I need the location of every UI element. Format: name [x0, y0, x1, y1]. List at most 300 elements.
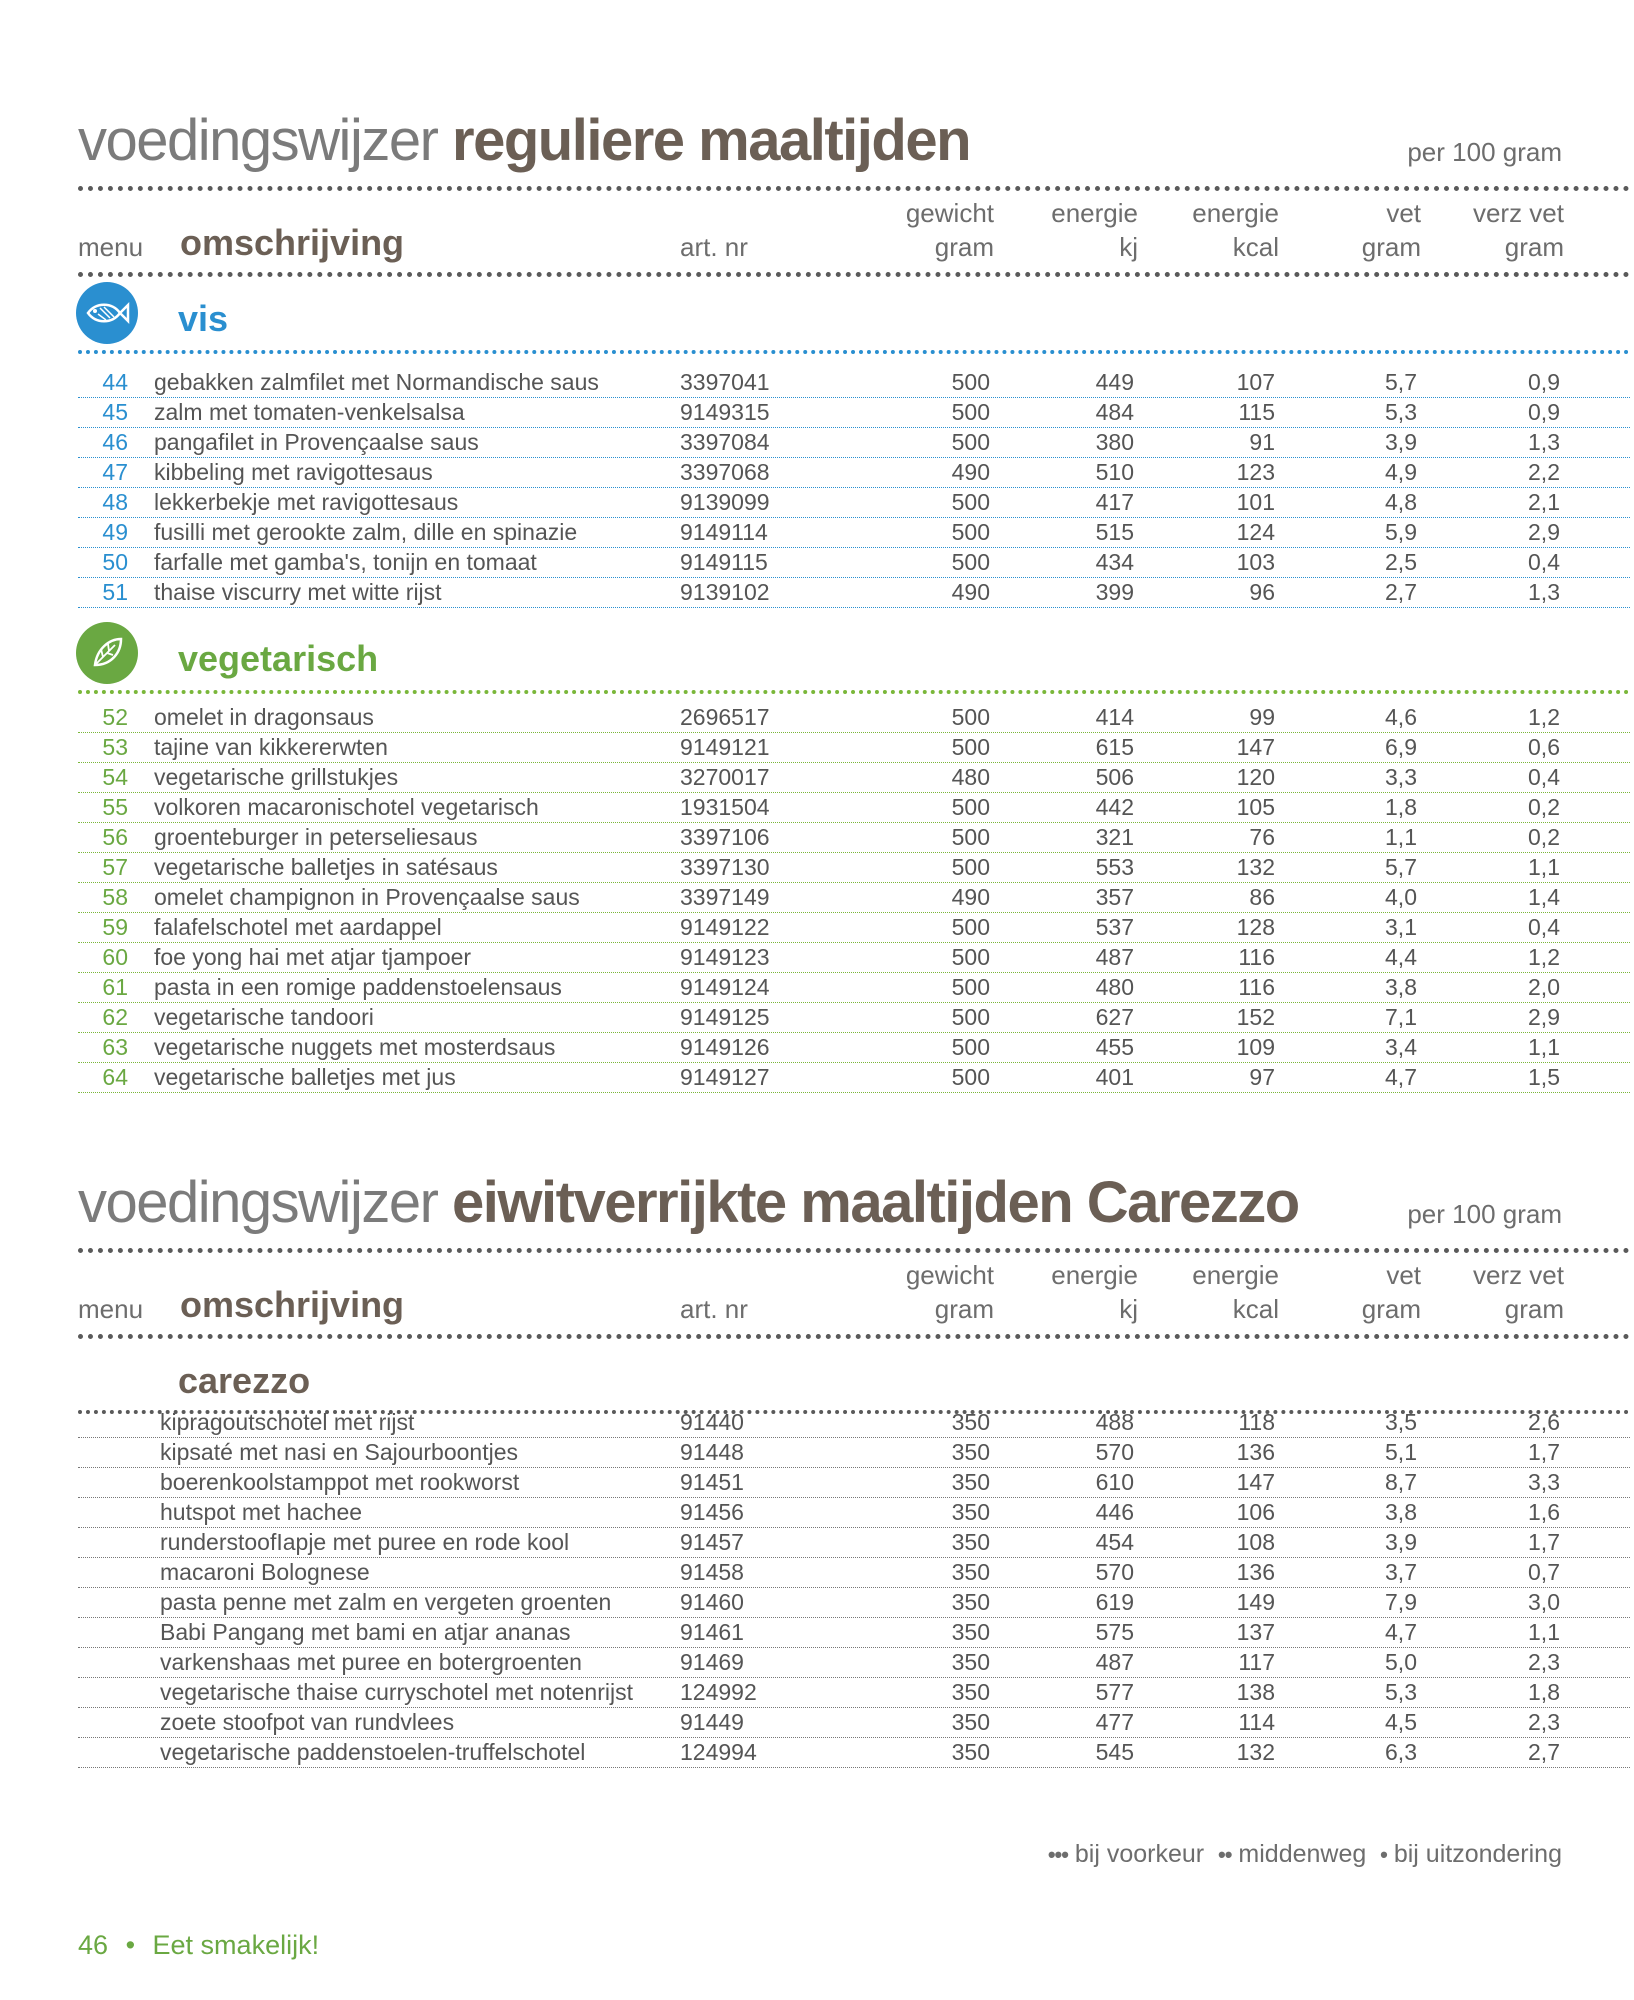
- energie-kj: 627: [1095, 1004, 1134, 1030]
- table-row: [78, 1062, 1630, 1093]
- verz-vet: 1,3: [1528, 429, 1560, 455]
- gewicht: 500: [951, 1004, 990, 1030]
- verz-vet: 1,2: [1528, 944, 1560, 970]
- verz-vet: 2,3: [1528, 1649, 1560, 1675]
- table-row: [78, 732, 1630, 763]
- divider: [78, 1248, 1630, 1253]
- leaf-icon: [76, 622, 138, 684]
- vet: 5,9: [1385, 519, 1417, 545]
- description: pasta penne met zalm en vergeten groenten: [160, 1589, 612, 1615]
- art-nr: 9149315: [680, 399, 770, 425]
- vet: 3,3: [1385, 764, 1417, 790]
- table-row: [78, 427, 1630, 458]
- vet: 3,4: [1385, 1034, 1417, 1060]
- table-row: [78, 1557, 1630, 1588]
- gewicht: 500: [951, 734, 990, 760]
- verz-vet: 1,5: [1528, 1064, 1560, 1090]
- per-100-gram: per 100 gram: [1407, 137, 1562, 167]
- verz-vet: 3,0: [1528, 1589, 1560, 1615]
- verz-vet: 0,7: [1528, 1559, 1560, 1585]
- verz-vet: 2,6: [1528, 1409, 1560, 1435]
- menu-number: 63: [102, 1034, 128, 1060]
- gewicht: 500: [951, 944, 990, 970]
- gewicht: 490: [951, 579, 990, 605]
- divider: [78, 272, 1630, 277]
- energie-kj: 321: [1095, 824, 1134, 850]
- energie-kj: 487: [1095, 944, 1134, 970]
- vet: 7,1: [1385, 1004, 1417, 1030]
- energie-kcal: 109: [1236, 1034, 1275, 1060]
- verz-vet: 2,2: [1528, 459, 1560, 485]
- gewicht: 500: [951, 549, 990, 575]
- menu-number: 48: [102, 489, 128, 515]
- art-nr: 9149114: [680, 519, 768, 545]
- table-row: [78, 1407, 1630, 1438]
- gewicht: 500: [951, 1034, 990, 1060]
- energie-kj: 434: [1095, 549, 1134, 575]
- description: fusilli met gerookte zalm, dille en spinazie: [154, 519, 578, 545]
- menu-number: 54: [102, 764, 128, 790]
- description: macaroni Bolognese: [160, 1559, 370, 1585]
- menu-number: 53: [102, 734, 128, 760]
- table-row: [78, 792, 1630, 823]
- table-row: [78, 1677, 1630, 1708]
- energie-kj: 537: [1095, 914, 1134, 940]
- gewicht: 350: [951, 1739, 990, 1765]
- header-energie-kcal: energie kcal: [1192, 1260, 1279, 1324]
- verz-vet: 2,9: [1528, 519, 1560, 545]
- energie-kj: 487: [1095, 1649, 1134, 1675]
- energie-kj: 570: [1095, 1439, 1134, 1465]
- description: thaise viscurry met witte rijst: [154, 579, 442, 605]
- vet: 4,7: [1385, 1619, 1417, 1645]
- table-row: [78, 1497, 1630, 1528]
- energie-kcal: 147: [1236, 734, 1275, 760]
- verz-vet: 0,9: [1528, 399, 1560, 425]
- description: kibbeling met ravigottesaus: [154, 459, 433, 485]
- description: tajine van kikkererwten: [154, 734, 388, 760]
- vet: 5,0: [1385, 1649, 1417, 1675]
- table-row: [78, 942, 1630, 973]
- gewicht: 350: [951, 1529, 990, 1555]
- description: pangafilet in Provençaalse saus: [154, 429, 479, 455]
- art-nr: 91461: [680, 1619, 744, 1645]
- header-energie-kj: energie kj: [1051, 1260, 1138, 1324]
- art-nr: 9149123: [680, 944, 770, 970]
- energie-kcal: 116: [1238, 944, 1275, 970]
- verz-vet: 0,4: [1528, 914, 1560, 940]
- vet: 5,3: [1385, 399, 1417, 425]
- art-nr: 91440: [680, 1409, 744, 1435]
- table-row: [78, 547, 1630, 578]
- gewicht: 350: [951, 1649, 990, 1675]
- footer-bullet: •: [125, 1930, 136, 1960]
- menu-number: 46: [102, 429, 128, 455]
- gewicht: 500: [951, 974, 990, 1000]
- table-row: [78, 852, 1630, 883]
- gewicht: 500: [951, 794, 990, 820]
- energie-kcal: 99: [1249, 704, 1275, 730]
- vet: 5,7: [1385, 854, 1417, 880]
- vet: 3,5: [1385, 1409, 1417, 1435]
- energie-kcal: 101: [1236, 489, 1275, 515]
- legend-bij-voorkeur: bij voorkeur: [1074, 1840, 1205, 1868]
- energie-kj: 615: [1095, 734, 1134, 760]
- energie-kcal: 147: [1236, 1469, 1275, 1495]
- verz-vet: 2,0: [1528, 974, 1560, 1000]
- menu-number: 56: [102, 824, 128, 850]
- table-row: [78, 822, 1630, 853]
- description: boerenkoolstamppot met rookworst: [160, 1469, 520, 1495]
- gewicht: 350: [951, 1679, 990, 1705]
- energie-kcal: 114: [1238, 1709, 1275, 1735]
- art-nr: 91456: [680, 1499, 744, 1525]
- table-row: [78, 912, 1630, 943]
- vet: 2,7: [1385, 579, 1417, 605]
- legend-dots-1: •: [1380, 1842, 1387, 1867]
- header-energie-kcal: energie kcal: [1192, 198, 1279, 262]
- description: vegetarische grillstukjes: [154, 764, 399, 790]
- description: falafelschotel met aardappel: [154, 914, 442, 940]
- art-nr: 9149122: [680, 914, 770, 940]
- energie-kcal: 118: [1238, 1409, 1275, 1435]
- energie-kj: 619: [1095, 1589, 1134, 1615]
- vet: 7,9: [1385, 1589, 1417, 1615]
- art-nr: 9149124: [680, 974, 770, 1000]
- art-nr: 9149127: [680, 1064, 770, 1090]
- description: lekkerbekje met ravigottesaus: [154, 489, 459, 515]
- art-nr: 3397068: [680, 459, 770, 485]
- description: omelet champignon in Provençaalse saus: [154, 884, 580, 910]
- table-row: [78, 1032, 1630, 1063]
- energie-kj: 510: [1095, 459, 1134, 485]
- energie-kcal: 86: [1249, 884, 1275, 910]
- energie-kcal: 96: [1249, 579, 1275, 605]
- category-vegetarisch: vegetarisch: [178, 638, 379, 679]
- menu-number: 47: [102, 459, 128, 485]
- energie-kcal: 108: [1236, 1529, 1275, 1555]
- footer: [78, 1930, 319, 1961]
- gewicht: 350: [951, 1499, 990, 1525]
- art-nr: 3397084: [680, 429, 770, 455]
- header-omschrijving: omschrijving: [180, 222, 405, 263]
- vet: 5,1: [1385, 1439, 1417, 1465]
- energie-kcal: 128: [1236, 914, 1275, 940]
- energie-kcal: 124: [1236, 519, 1275, 545]
- art-nr: 3397106: [680, 824, 770, 850]
- energie-kcal: 117: [1238, 1649, 1275, 1675]
- table-row: [78, 1647, 1630, 1678]
- art-nr: 91457: [680, 1529, 744, 1555]
- table-row: [78, 1737, 1630, 1768]
- section1-title: [78, 108, 971, 173]
- divider: [78, 1334, 1630, 1339]
- header-verz-vet: verz vet gram: [1472, 198, 1564, 262]
- table-row: [78, 1467, 1630, 1498]
- energie-kj: 399: [1095, 579, 1134, 605]
- energie-kcal: 105: [1236, 794, 1275, 820]
- energie-kj: 401: [1095, 1064, 1134, 1090]
- table-row: [78, 487, 1630, 518]
- verz-vet: 1,4: [1528, 884, 1560, 910]
- energie-kj: 442: [1095, 794, 1134, 820]
- vet: 6,9: [1385, 734, 1417, 760]
- table-row: [78, 1587, 1630, 1618]
- menu-number: 61: [102, 974, 128, 1000]
- verz-vet: 3,3: [1528, 1469, 1560, 1495]
- energie-kj: 449: [1095, 369, 1134, 395]
- art-nr: 9139102: [680, 579, 770, 605]
- verz-vet: 0,2: [1528, 794, 1560, 820]
- gewicht: 500: [951, 854, 990, 880]
- table-row: [78, 972, 1630, 1003]
- description: vegetarische balletjes in satésaus: [154, 854, 498, 880]
- divider: [78, 350, 1630, 354]
- gewicht: 350: [951, 1619, 990, 1645]
- header-gewicht: gewicht gram: [905, 1260, 994, 1324]
- energie-kj: 357: [1095, 884, 1134, 910]
- art-nr: 3270017: [680, 764, 770, 790]
- art-nr: 2696517: [680, 704, 770, 730]
- energie-kcal: 123: [1236, 459, 1275, 485]
- energie-kj: 488: [1095, 1409, 1134, 1435]
- art-nr: 91460: [680, 1589, 744, 1615]
- vet: 4,0: [1385, 884, 1417, 910]
- energie-kcal: 132: [1236, 1739, 1275, 1765]
- vet: 3,9: [1385, 1529, 1417, 1555]
- vet: 4,9: [1385, 459, 1417, 485]
- energie-kj: 610: [1095, 1469, 1134, 1495]
- energie-kj: 506: [1095, 764, 1134, 790]
- description: vegetarische balletjes met jus: [154, 1064, 456, 1090]
- energie-kcal: 136: [1236, 1559, 1275, 1585]
- energie-kcal: 152: [1236, 1004, 1275, 1030]
- menu-number: 58: [102, 884, 128, 910]
- description: kipragoutschotel met rijst: [160, 1409, 415, 1435]
- art-nr: 3397149: [680, 884, 770, 910]
- divider: [78, 690, 1630, 694]
- energie-kj: 446: [1095, 1499, 1134, 1525]
- vet: 6,3: [1385, 1739, 1417, 1765]
- description: omelet in dragonsaus: [154, 704, 374, 730]
- gewicht: 350: [951, 1469, 990, 1495]
- table-row: [78, 882, 1630, 913]
- header-verz-vet: verz vet gram: [1472, 1260, 1564, 1324]
- energie-kcal: 91: [1249, 429, 1275, 455]
- verz-vet: 1,1: [1528, 1034, 1560, 1060]
- gewicht: 350: [951, 1409, 990, 1435]
- energie-kcal: 107: [1236, 369, 1275, 395]
- verz-vet: 1,1: [1528, 854, 1560, 880]
- category-carezzo: carezzo: [178, 1360, 311, 1401]
- header-vet: vet gram: [1361, 1260, 1421, 1324]
- gewicht: 480: [951, 764, 990, 790]
- art-nr: 124994: [680, 1739, 757, 1765]
- verz-vet: 0,2: [1528, 824, 1560, 850]
- energie-kj: 380: [1095, 429, 1134, 455]
- menu-number: 59: [102, 914, 128, 940]
- art-nr: 9139099: [680, 489, 770, 515]
- description: vegetarische tandoori: [154, 1004, 374, 1030]
- description: vegetarische paddenstoelen-truffelschotel: [160, 1739, 586, 1765]
- verz-vet: 1,2: [1528, 704, 1560, 730]
- vet: 4,7: [1385, 1064, 1417, 1090]
- description: hutspot met hachee: [160, 1499, 363, 1525]
- category-vis: vis: [178, 298, 229, 339]
- table-row: [78, 1617, 1630, 1648]
- menu-number: 45: [102, 399, 128, 425]
- gewicht: 500: [951, 399, 990, 425]
- vet: 3,8: [1385, 1499, 1417, 1525]
- energie-kcal: 97: [1249, 1064, 1275, 1090]
- gewicht: 350: [951, 1709, 990, 1735]
- vet: 2,5: [1385, 549, 1417, 575]
- gewicht: 500: [951, 824, 990, 850]
- gewicht: 490: [951, 884, 990, 910]
- legend-dots-3: •••: [1047, 1842, 1068, 1867]
- menu-number: 50: [102, 549, 128, 575]
- description: zoete stoofpot van rundvlees: [160, 1709, 455, 1735]
- energie-kj: 454: [1095, 1529, 1134, 1555]
- description: runderstoofIapje met puree en rode kool: [160, 1529, 570, 1555]
- energie-kcal: 103: [1236, 549, 1275, 575]
- energie-kj: 575: [1095, 1619, 1134, 1645]
- description: groenteburger in peterseliesaus: [154, 824, 478, 850]
- table-row: [78, 1527, 1630, 1558]
- description: gebakken zalmfilet met Normandische saus: [154, 369, 599, 395]
- energie-kj: 515: [1095, 519, 1134, 545]
- art-nr: 91451: [680, 1469, 744, 1495]
- art-nr: 91449: [680, 1709, 744, 1735]
- energie-kcal: 137: [1236, 1619, 1275, 1645]
- table-row: [78, 457, 1630, 488]
- art-nr: 9149125: [680, 1004, 770, 1030]
- vet: 3,8: [1385, 974, 1417, 1000]
- art-nr: 9149115: [680, 549, 768, 575]
- art-nr: 91458: [680, 1559, 744, 1585]
- header-omschrijving: omschrijving: [180, 1284, 405, 1325]
- footer-text: Eet smakelijk!: [152, 1930, 320, 1960]
- title-bold: reguliere maaltijden: [452, 108, 971, 173]
- verz-vet: 1,6: [1528, 1499, 1560, 1525]
- menu-number: 57: [102, 854, 128, 880]
- description: zalm met tomaten-venkelsalsa: [154, 399, 465, 425]
- energie-kj: 570: [1095, 1559, 1134, 1585]
- menu-number: 51: [102, 579, 128, 605]
- energie-kcal: 116: [1238, 974, 1275, 1000]
- verz-vet: 1,1: [1528, 1619, 1560, 1645]
- gewicht: 500: [951, 914, 990, 940]
- header-menu: menu: [78, 232, 144, 262]
- menu-number: 52: [102, 704, 128, 730]
- vet: 4,8: [1385, 489, 1417, 515]
- gewicht: 350: [951, 1559, 990, 1585]
- table-row: [78, 762, 1630, 793]
- description: kipsaté met nasi en Sajourboontjes: [160, 1439, 518, 1465]
- art-nr: 3397130: [680, 854, 770, 880]
- description: vegetarische nuggets met mosterdsaus: [154, 1034, 556, 1060]
- verz-vet: 0,4: [1528, 764, 1560, 790]
- energie-kcal: 115: [1238, 399, 1275, 425]
- art-nr: 91448: [680, 1439, 744, 1465]
- verz-vet: 1,3: [1528, 579, 1560, 605]
- verz-vet: 2,9: [1528, 1004, 1560, 1030]
- art-nr: 3397041: [680, 369, 770, 395]
- verz-vet: 1,7: [1528, 1529, 1560, 1555]
- energie-kj: 455: [1095, 1034, 1134, 1060]
- legend-middenweg: middenweg: [1238, 1840, 1367, 1868]
- title-light: voedingswijzer: [78, 108, 438, 173]
- legend-dots-2: ••: [1218, 1842, 1232, 1867]
- header-energie-kj: energie kj: [1051, 198, 1138, 262]
- vet: 5,7: [1385, 369, 1417, 395]
- art-nr: 124992: [680, 1679, 757, 1705]
- gewicht: 500: [951, 704, 990, 730]
- vet: 3,9: [1385, 429, 1417, 455]
- description: farfalle met gamba's, tonijn en tomaat: [154, 549, 537, 575]
- description: pasta in een romige paddenstoelensaus: [154, 974, 562, 1000]
- art-nr: 9149126: [680, 1034, 770, 1060]
- verz-vet: 2,7: [1528, 1739, 1560, 1765]
- energie-kcal: 106: [1236, 1499, 1275, 1525]
- legend: [1048, 1840, 1562, 1869]
- vet: 8,7: [1385, 1469, 1417, 1495]
- energie-kj: 480: [1095, 974, 1134, 1000]
- header-vet: vet gram: [1361, 198, 1421, 262]
- title-bold: eiwitverrijkte maaltijden Carezzo: [452, 1170, 1299, 1235]
- per-100-gram: per 100 gram: [1407, 1199, 1562, 1229]
- vet: 4,4: [1385, 944, 1417, 970]
- vet: 4,6: [1385, 704, 1417, 730]
- table-row: [78, 1437, 1630, 1468]
- gewicht: 500: [951, 489, 990, 515]
- energie-kcal: 149: [1236, 1589, 1275, 1615]
- table-row: [78, 397, 1630, 428]
- energie-kj: 577: [1095, 1679, 1134, 1705]
- section2-title: [78, 1170, 1299, 1235]
- energie-kj: 477: [1095, 1709, 1134, 1735]
- energie-kcal: 138: [1236, 1679, 1275, 1705]
- table-row: [78, 517, 1630, 548]
- vet: 3,7: [1385, 1559, 1417, 1585]
- fish-icon: [76, 282, 138, 344]
- gewicht: 500: [951, 369, 990, 395]
- verz-vet: 0,9: [1528, 369, 1560, 395]
- vet: 4,5: [1385, 1709, 1417, 1735]
- description: foe yong hai met atjar tjampoer: [154, 944, 472, 970]
- legend-bij-uitzondering: bij uitzondering: [1393, 1840, 1562, 1868]
- description: Babi Pangang met bami en atjar ananas: [160, 1619, 571, 1645]
- menu-number: 60: [102, 944, 128, 970]
- vet: 1,1: [1385, 824, 1417, 850]
- energie-kcal: 76: [1249, 824, 1275, 850]
- table-row: [78, 367, 1630, 398]
- header-menu: menu: [78, 1294, 144, 1324]
- art-nr: 91469: [680, 1649, 744, 1675]
- energie-kj: 417: [1095, 489, 1134, 515]
- header-gewicht: gewicht gram: [905, 198, 994, 262]
- gewicht: 490: [951, 459, 990, 485]
- verz-vet: 2,3: [1528, 1709, 1560, 1735]
- menu-number: 44: [102, 369, 128, 395]
- verz-vet: 0,6: [1528, 734, 1560, 760]
- gewicht: 500: [951, 519, 990, 545]
- gewicht: 350: [951, 1589, 990, 1615]
- page-number: 46: [78, 1930, 109, 1960]
- header-art-nr: art. nr: [680, 1294, 748, 1324]
- energie-kj: 553: [1095, 854, 1134, 880]
- menu-number: 55: [102, 794, 128, 820]
